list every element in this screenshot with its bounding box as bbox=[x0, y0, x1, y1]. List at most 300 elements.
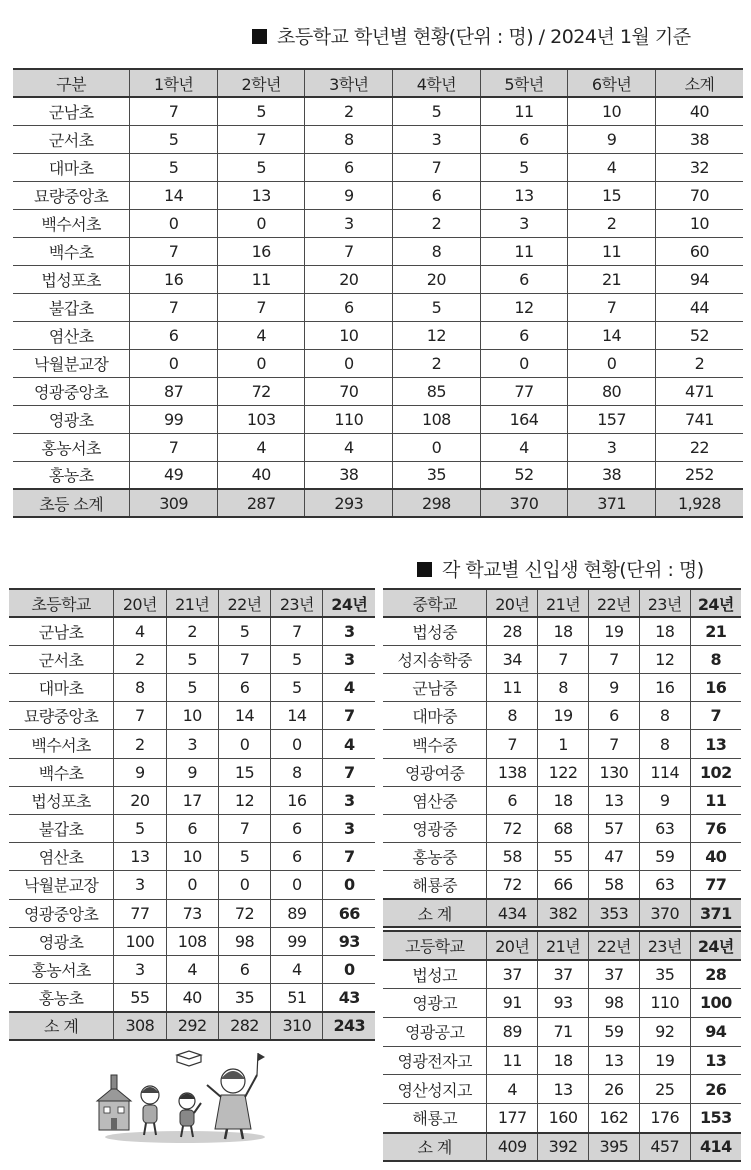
school-name-cell: 대마초 bbox=[9, 674, 114, 702]
value-cell: 13 bbox=[480, 181, 568, 209]
value-cell: 58 bbox=[487, 843, 538, 871]
value-cell: 9 bbox=[639, 786, 690, 814]
value-cell: 2 bbox=[166, 617, 218, 645]
value-cell: 19 bbox=[588, 617, 639, 645]
column-header: 22년 bbox=[218, 589, 270, 617]
table-row bbox=[9, 702, 375, 730]
value-cell: 35 bbox=[218, 984, 270, 1012]
table-header-row bbox=[383, 931, 741, 960]
value-cell: 7 bbox=[393, 153, 481, 181]
value-cell: 5 bbox=[130, 153, 218, 181]
value-cell: 16 bbox=[271, 786, 323, 814]
table-row bbox=[9, 786, 375, 814]
value-cell: 72 bbox=[487, 871, 538, 899]
column-header: 20년 bbox=[487, 931, 538, 960]
value-cell: 43 bbox=[323, 984, 375, 1012]
value-cell: 5 bbox=[114, 815, 166, 843]
value-cell: 114 bbox=[639, 758, 690, 786]
value-cell: 14 bbox=[130, 181, 218, 209]
value-cell: 108 bbox=[393, 405, 481, 433]
table-row bbox=[13, 461, 743, 489]
column-header: 6학년 bbox=[568, 69, 656, 97]
freshman-status-title bbox=[417, 555, 704, 582]
school-name-cell: 홍농중 bbox=[383, 843, 487, 871]
table-row bbox=[13, 349, 743, 377]
value-cell: 7 bbox=[588, 730, 639, 758]
value-cell: 8 bbox=[639, 730, 690, 758]
value-cell: 138 bbox=[487, 758, 538, 786]
total-row bbox=[383, 899, 741, 927]
value-cell: 51 bbox=[271, 984, 323, 1012]
value-cell: 92 bbox=[639, 1017, 690, 1046]
value-cell: 89 bbox=[487, 1017, 538, 1046]
value-cell: 14 bbox=[271, 702, 323, 730]
value-cell: 4 bbox=[323, 674, 375, 702]
table-row bbox=[13, 377, 743, 405]
value-cell: 7 bbox=[690, 702, 741, 730]
school-name-cell: 홍농서초 bbox=[9, 955, 114, 983]
value-cell: 77 bbox=[480, 377, 568, 405]
value-cell: 60 bbox=[655, 237, 743, 265]
table-row bbox=[9, 617, 375, 645]
value-cell: 7 bbox=[130, 293, 218, 321]
value-cell: 8 bbox=[271, 758, 323, 786]
square-bullet-icon bbox=[417, 562, 432, 577]
value-cell: 55 bbox=[538, 843, 589, 871]
school-name-cell: 영광여중 bbox=[383, 758, 487, 786]
value-cell: 6 bbox=[305, 293, 393, 321]
column-header: 1학년 bbox=[130, 69, 218, 97]
value-cell: 162 bbox=[588, 1104, 639, 1133]
value-cell: 0 bbox=[568, 349, 656, 377]
table-row bbox=[383, 1017, 741, 1046]
value-cell: 370 bbox=[639, 899, 690, 927]
table-row bbox=[383, 645, 741, 673]
value-cell: 353 bbox=[588, 899, 639, 927]
school-name-cell: 대마초 bbox=[13, 153, 130, 181]
table-row bbox=[383, 1104, 741, 1133]
value-cell: 32 bbox=[655, 153, 743, 181]
value-cell: 252 bbox=[655, 461, 743, 489]
value-cell: 287 bbox=[217, 489, 305, 517]
table-row bbox=[383, 815, 741, 843]
value-cell: 14 bbox=[568, 321, 656, 349]
column-header: 22년 bbox=[588, 931, 639, 960]
table-header-row bbox=[383, 589, 741, 617]
value-cell: 4 bbox=[271, 955, 323, 983]
value-cell: 110 bbox=[639, 989, 690, 1018]
value-cell: 4 bbox=[166, 955, 218, 983]
value-cell: 19 bbox=[538, 702, 589, 730]
child-icon bbox=[141, 1086, 159, 1135]
value-cell: 73 bbox=[166, 899, 218, 927]
value-cell: 11 bbox=[690, 786, 741, 814]
value-cell: 3 bbox=[323, 645, 375, 673]
school-name-cell: 불갑초 bbox=[13, 293, 130, 321]
school-name-cell: 불갑초 bbox=[9, 815, 114, 843]
grade-status-title-text: 초등학교 학년별 현황(단위 : 명) / 2024년 1월 기준 bbox=[277, 26, 691, 48]
value-cell: 176 bbox=[639, 1104, 690, 1133]
value-cell: 9 bbox=[114, 758, 166, 786]
value-cell: 8 bbox=[305, 125, 393, 153]
school-name-cell: 대마중 bbox=[383, 702, 487, 730]
value-cell: 3 bbox=[323, 786, 375, 814]
table-header-row bbox=[13, 69, 743, 97]
value-cell: 66 bbox=[323, 899, 375, 927]
value-cell: 35 bbox=[639, 960, 690, 989]
total-row bbox=[383, 1133, 741, 1162]
value-cell: 8 bbox=[487, 702, 538, 730]
value-cell: 72 bbox=[217, 377, 305, 405]
value-cell: 3 bbox=[323, 815, 375, 843]
table-row bbox=[9, 645, 375, 673]
value-cell: 49 bbox=[130, 461, 218, 489]
value-cell: 94 bbox=[655, 265, 743, 293]
value-cell: 18 bbox=[538, 617, 589, 645]
value-cell: 13 bbox=[217, 181, 305, 209]
value-cell: 5 bbox=[130, 125, 218, 153]
value-cell: 100 bbox=[690, 989, 741, 1018]
value-cell: 6 bbox=[218, 955, 270, 983]
table-row bbox=[13, 97, 743, 125]
high-school-freshman-table bbox=[383, 930, 741, 1162]
table-row bbox=[13, 209, 743, 237]
school-name-cell: 소 계 bbox=[9, 1012, 114, 1040]
value-cell: 409 bbox=[487, 1133, 538, 1162]
value-cell: 108 bbox=[166, 927, 218, 955]
column-header: 23년 bbox=[639, 589, 690, 617]
value-cell: 0 bbox=[480, 349, 568, 377]
value-cell: 13 bbox=[538, 1075, 589, 1104]
value-cell: 52 bbox=[480, 461, 568, 489]
value-cell: 72 bbox=[487, 815, 538, 843]
school-name-cell: 낙월분교장 bbox=[9, 871, 114, 899]
value-cell: 4 bbox=[487, 1075, 538, 1104]
school-name-cell: 홍농초 bbox=[9, 984, 114, 1012]
school-name-cell: 염산초 bbox=[13, 321, 130, 349]
column-header: 21년 bbox=[166, 589, 218, 617]
elementary-freshman-table bbox=[9, 588, 375, 1041]
school-name-cell: 소 계 bbox=[383, 899, 487, 927]
value-cell: 70 bbox=[655, 181, 743, 209]
value-cell: 10 bbox=[655, 209, 743, 237]
table-row bbox=[383, 989, 741, 1018]
value-cell: 18 bbox=[639, 617, 690, 645]
value-cell: 7 bbox=[130, 97, 218, 125]
value-cell: 68 bbox=[538, 815, 589, 843]
table-row bbox=[9, 927, 375, 955]
table-row bbox=[9, 843, 375, 871]
column-header: 4학년 bbox=[393, 69, 481, 97]
value-cell: 5 bbox=[271, 645, 323, 673]
value-cell: 7 bbox=[538, 645, 589, 673]
school-name-cell: 성지송학중 bbox=[383, 645, 487, 673]
table-row bbox=[9, 730, 375, 758]
value-cell: 55 bbox=[114, 984, 166, 1012]
value-cell: 7 bbox=[271, 617, 323, 645]
value-cell: 2 bbox=[393, 209, 481, 237]
school-name-cell: 해룡고 bbox=[383, 1104, 487, 1133]
value-cell: 14 bbox=[218, 702, 270, 730]
value-cell: 4 bbox=[217, 433, 305, 461]
value-cell: 13 bbox=[690, 1046, 741, 1075]
school-name-cell: 염산중 bbox=[383, 786, 487, 814]
school-name-cell: 홍농초 bbox=[13, 461, 130, 489]
value-cell: 102 bbox=[690, 758, 741, 786]
value-cell: 3 bbox=[323, 617, 375, 645]
value-cell: 99 bbox=[271, 927, 323, 955]
value-cell: 371 bbox=[568, 489, 656, 517]
value-cell: 12 bbox=[639, 645, 690, 673]
value-cell: 87 bbox=[130, 377, 218, 405]
value-cell: 37 bbox=[487, 960, 538, 989]
value-cell: 38 bbox=[305, 461, 393, 489]
value-cell: 63 bbox=[639, 815, 690, 843]
value-cell: 309 bbox=[130, 489, 218, 517]
table-row bbox=[13, 237, 743, 265]
school-name-cell: 법성중 bbox=[383, 617, 487, 645]
value-cell: 471 bbox=[655, 377, 743, 405]
value-cell: 13 bbox=[588, 786, 639, 814]
column-header: 22년 bbox=[588, 589, 639, 617]
value-cell: 16 bbox=[130, 265, 218, 293]
school-name-cell: 영광중 bbox=[383, 815, 487, 843]
value-cell: 414 bbox=[690, 1133, 741, 1162]
value-cell: 3 bbox=[480, 209, 568, 237]
value-cell: 382 bbox=[538, 899, 589, 927]
value-cell: 5 bbox=[218, 617, 270, 645]
freshman-status-title-text: 각 학교별 신입생 현황(단위 : 명) bbox=[442, 559, 704, 581]
value-cell: 40 bbox=[655, 97, 743, 125]
value-cell: 63 bbox=[639, 871, 690, 899]
column-header: 20년 bbox=[487, 589, 538, 617]
table-row bbox=[9, 674, 375, 702]
value-cell: 17 bbox=[166, 786, 218, 814]
value-cell: 11 bbox=[480, 237, 568, 265]
value-cell: 0 bbox=[323, 955, 375, 983]
value-cell: 57 bbox=[588, 815, 639, 843]
value-cell: 16 bbox=[690, 674, 741, 702]
value-cell: 40 bbox=[217, 461, 305, 489]
value-cell: 7 bbox=[487, 730, 538, 758]
value-cell: 5 bbox=[393, 293, 481, 321]
value-cell: 3 bbox=[568, 433, 656, 461]
table-row bbox=[383, 1075, 741, 1104]
value-cell: 21 bbox=[690, 617, 741, 645]
column-header: 고등학교 bbox=[383, 931, 487, 960]
value-cell: 5 bbox=[218, 843, 270, 871]
value-cell: 11 bbox=[487, 674, 538, 702]
school-name-cell: 소 계 bbox=[383, 1133, 487, 1162]
value-cell: 741 bbox=[655, 405, 743, 433]
value-cell: 15 bbox=[218, 758, 270, 786]
value-cell: 99 bbox=[130, 405, 218, 433]
table-row bbox=[9, 815, 375, 843]
grade-status-title bbox=[252, 22, 691, 49]
value-cell: 5 bbox=[166, 645, 218, 673]
school-name-cell: 영광전자고 bbox=[383, 1046, 487, 1075]
school-name-cell: 군서초 bbox=[9, 645, 114, 673]
value-cell: 11 bbox=[487, 1046, 538, 1075]
value-cell: 13 bbox=[588, 1046, 639, 1075]
value-cell: 10 bbox=[166, 843, 218, 871]
table-row bbox=[13, 265, 743, 293]
value-cell: 11 bbox=[480, 97, 568, 125]
value-cell: 5 bbox=[393, 97, 481, 125]
total-row bbox=[9, 1012, 375, 1040]
value-cell: 3 bbox=[393, 125, 481, 153]
value-cell: 8 bbox=[639, 702, 690, 730]
value-cell: 21 bbox=[568, 265, 656, 293]
value-cell: 20 bbox=[393, 265, 481, 293]
value-cell: 2 bbox=[655, 349, 743, 377]
value-cell: 7 bbox=[217, 125, 305, 153]
middle-school-freshman-table bbox=[383, 588, 741, 928]
value-cell: 10 bbox=[568, 97, 656, 125]
school-name-cell: 염산초 bbox=[9, 843, 114, 871]
value-cell: 3 bbox=[166, 730, 218, 758]
value-cell: 10 bbox=[166, 702, 218, 730]
table-row bbox=[383, 730, 741, 758]
value-cell: 59 bbox=[639, 843, 690, 871]
value-cell: 10 bbox=[305, 321, 393, 349]
school-name-cell: 영광중앙초 bbox=[9, 899, 114, 927]
value-cell: 6 bbox=[130, 321, 218, 349]
school-name-cell: 군남초 bbox=[13, 97, 130, 125]
value-cell: 7 bbox=[130, 433, 218, 461]
value-cell: 6 bbox=[480, 321, 568, 349]
column-header: 5학년 bbox=[480, 69, 568, 97]
value-cell: 66 bbox=[538, 871, 589, 899]
value-cell: 3 bbox=[114, 871, 166, 899]
value-cell: 243 bbox=[323, 1012, 375, 1040]
child-icon bbox=[179, 1093, 201, 1137]
column-header: 23년 bbox=[271, 589, 323, 617]
value-cell: 0 bbox=[217, 209, 305, 237]
value-cell: 52 bbox=[655, 321, 743, 349]
value-cell: 9 bbox=[166, 758, 218, 786]
school-name-cell: 백수서초 bbox=[9, 730, 114, 758]
value-cell: 7 bbox=[323, 843, 375, 871]
total-row bbox=[13, 489, 743, 517]
value-cell: 35 bbox=[393, 461, 481, 489]
school-name-cell: 묘량중앙초 bbox=[9, 702, 114, 730]
value-cell: 1 bbox=[538, 730, 589, 758]
value-cell: 59 bbox=[588, 1017, 639, 1046]
value-cell: 457 bbox=[639, 1133, 690, 1162]
value-cell: 110 bbox=[305, 405, 393, 433]
table-row bbox=[13, 433, 743, 461]
column-header: 21년 bbox=[538, 589, 589, 617]
value-cell: 15 bbox=[568, 181, 656, 209]
square-bullet-icon bbox=[252, 29, 267, 44]
value-cell: 392 bbox=[538, 1133, 589, 1162]
value-cell: 160 bbox=[538, 1104, 589, 1133]
value-cell: 9 bbox=[305, 181, 393, 209]
value-cell: 6 bbox=[588, 702, 639, 730]
school-name-cell: 법성포초 bbox=[9, 786, 114, 814]
value-cell: 298 bbox=[393, 489, 481, 517]
value-cell: 4 bbox=[480, 433, 568, 461]
school-name-cell: 백수초 bbox=[13, 237, 130, 265]
value-cell: 98 bbox=[218, 927, 270, 955]
value-cell: 12 bbox=[393, 321, 481, 349]
value-cell: 26 bbox=[588, 1075, 639, 1104]
value-cell: 19 bbox=[639, 1046, 690, 1075]
value-cell: 16 bbox=[639, 674, 690, 702]
value-cell: 58 bbox=[588, 871, 639, 899]
school-name-cell: 영광초 bbox=[9, 927, 114, 955]
value-cell: 20 bbox=[114, 786, 166, 814]
value-cell: 93 bbox=[323, 927, 375, 955]
value-cell: 3 bbox=[305, 209, 393, 237]
school-name-cell: 군서초 bbox=[13, 125, 130, 153]
table-header-row bbox=[9, 589, 375, 617]
value-cell: 370 bbox=[480, 489, 568, 517]
child-with-flag-icon bbox=[207, 1053, 265, 1139]
value-cell: 25 bbox=[639, 1075, 690, 1104]
value-cell: 130 bbox=[588, 758, 639, 786]
value-cell: 77 bbox=[114, 899, 166, 927]
value-cell: 28 bbox=[690, 960, 741, 989]
value-cell: 13 bbox=[114, 843, 166, 871]
value-cell: 20 bbox=[305, 265, 393, 293]
table-row bbox=[383, 786, 741, 814]
value-cell: 282 bbox=[218, 1012, 270, 1040]
school-icon bbox=[97, 1075, 131, 1130]
value-cell: 4 bbox=[305, 433, 393, 461]
school-name-cell: 군남초 bbox=[9, 617, 114, 645]
value-cell: 37 bbox=[588, 960, 639, 989]
value-cell: 8 bbox=[393, 237, 481, 265]
value-cell: 7 bbox=[305, 237, 393, 265]
value-cell: 6 bbox=[166, 815, 218, 843]
value-cell: 0 bbox=[271, 730, 323, 758]
value-cell: 0 bbox=[323, 871, 375, 899]
value-cell: 1,928 bbox=[655, 489, 743, 517]
value-cell: 0 bbox=[218, 871, 270, 899]
value-cell: 0 bbox=[305, 349, 393, 377]
table-row bbox=[383, 960, 741, 989]
table-row bbox=[13, 181, 743, 209]
value-cell: 6 bbox=[480, 265, 568, 293]
value-cell: 100 bbox=[114, 927, 166, 955]
table-row bbox=[9, 758, 375, 786]
value-cell: 91 bbox=[487, 989, 538, 1018]
children-illustration bbox=[95, 1045, 265, 1145]
column-header: 2학년 bbox=[217, 69, 305, 97]
table-row bbox=[9, 899, 375, 927]
value-cell: 4 bbox=[114, 617, 166, 645]
column-header: 중학교 bbox=[383, 589, 487, 617]
value-cell: 6 bbox=[271, 843, 323, 871]
book-icon bbox=[177, 1051, 201, 1066]
table-row bbox=[9, 984, 375, 1012]
table-row bbox=[13, 125, 743, 153]
school-name-cell: 백수서초 bbox=[13, 209, 130, 237]
value-cell: 70 bbox=[305, 377, 393, 405]
grade-status-table bbox=[13, 68, 743, 518]
value-cell: 5 bbox=[217, 153, 305, 181]
value-cell: 3 bbox=[114, 955, 166, 983]
school-name-cell: 낙월분교장 bbox=[13, 349, 130, 377]
value-cell: 4 bbox=[217, 321, 305, 349]
value-cell: 12 bbox=[480, 293, 568, 321]
school-name-cell: 해룡중 bbox=[383, 871, 487, 899]
value-cell: 2 bbox=[305, 97, 393, 125]
table-row bbox=[383, 674, 741, 702]
value-cell: 0 bbox=[130, 349, 218, 377]
